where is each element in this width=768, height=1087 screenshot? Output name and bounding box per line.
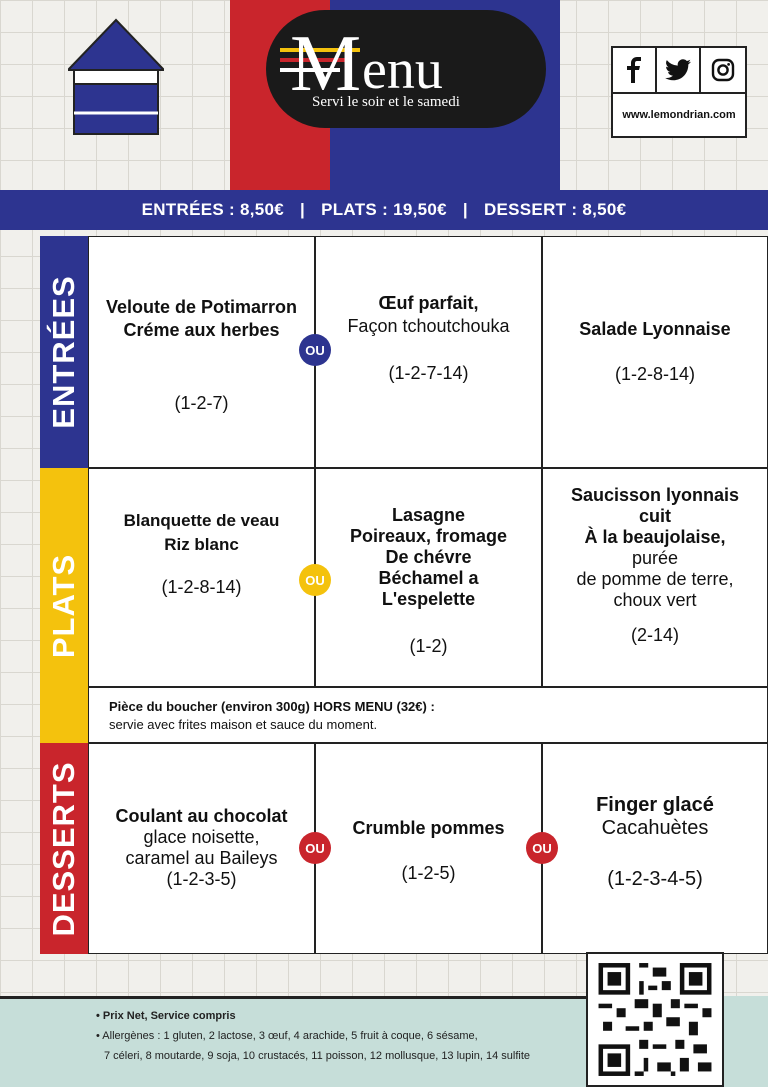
allergen-codes: (1-2-3-4-5): [607, 868, 703, 890]
dish-name: Finger glacé: [596, 794, 714, 816]
price-dessert: DESSERT : 8,50€: [483, 200, 627, 219]
hors-menu-title: Pièce du boucher (environ 300g) HORS MENU (32€) :: [109, 699, 435, 714]
dish-name: Salade Lyonnaise: [579, 319, 731, 339]
footer-notes: [96, 1006, 530, 1066]
section-title: PLATS: [46, 553, 81, 658]
logo-letter-m: M: [290, 20, 362, 108]
section-title: DESSERTS: [46, 760, 81, 937]
price-separator: |: [462, 200, 468, 219]
dish-desc: Façon tchoutchouka: [347, 316, 510, 336]
plat-item: [542, 468, 768, 687]
dish-desc: caramel au Baileys: [125, 848, 278, 868]
price-plats: PLATS : 19,50€: [321, 200, 447, 219]
dish-name: Veloute de Potimarron: [105, 297, 298, 317]
dish-name: De chévre: [385, 547, 472, 567]
section-label-entrees: [40, 236, 88, 468]
ou-badge-entrees: OU: [299, 334, 331, 366]
dish-name: Créme aux herbes: [123, 320, 280, 340]
twitter-icon[interactable]: [657, 48, 701, 92]
qr-code[interactable]: [586, 952, 724, 1087]
website-url[interactable]: www.lemondrian.com: [622, 109, 736, 121]
hors-menu-desc: servie avec frites maison et sauce du moment.: [109, 717, 378, 732]
price-bar: [0, 190, 768, 230]
logo-word-enu: enu: [362, 39, 443, 101]
allergen-legend: • Allergènes : 1 gluten, 2 lactose, 3 œuf, 4 arachide, 5 fruit à coque, 6 sésame,: [96, 1030, 478, 1042]
dish-name: Coulant au chocolat: [115, 806, 288, 826]
dish-name: Lasagne: [391, 505, 466, 525]
dish-name: cuit: [638, 506, 671, 526]
plat-item: [88, 468, 315, 687]
entree-item: [542, 236, 768, 468]
house-icon: [68, 18, 164, 138]
dessert-item: [88, 743, 315, 954]
dish-name: Béchamel a: [378, 568, 479, 588]
allergen-codes: (1-2-7): [174, 393, 229, 413]
price-separator: |: [300, 200, 306, 219]
dish-name: Saucisson lyonnais: [570, 485, 740, 505]
allergen-codes: (1-2): [409, 636, 448, 656]
allergen-codes: (1-2-8-14): [161, 577, 242, 597]
entree-item: [88, 236, 315, 468]
dish-name: Blanquette de veau: [123, 511, 280, 530]
entree-item: [315, 236, 542, 468]
menu-grid: [40, 236, 768, 954]
dish-name: Crumble pommes: [352, 818, 505, 838]
allergen-codes: (1-2-8-14): [614, 364, 696, 384]
qr-code-icon: [588, 954, 722, 1085]
price-entrees: ENTRÉES : 8,50€: [141, 200, 285, 219]
price-note: • Prix Net, Service compris: [96, 1010, 236, 1022]
allergen-codes: (1-2-3-5): [166, 869, 237, 889]
dish-desc: Cacahuètes: [601, 817, 709, 839]
menu-subtitle: Servi le soir et le samedi: [312, 94, 460, 110]
dish-name: Poireaux, fromage: [349, 526, 508, 546]
dish-name: L'espelette: [381, 589, 476, 609]
ou-badge-desserts: OU: [526, 832, 558, 864]
dish-desc: choux vert: [613, 590, 697, 610]
allergen-codes: (1-2-5): [401, 863, 456, 883]
social-box: [611, 46, 747, 138]
dish-desc: glace noisette,: [143, 827, 260, 847]
dessert-item: [315, 743, 542, 954]
allergen-legend: 7 céleri, 8 moutarde, 9 soja, 10 crustacés, 11 poisson, 12 mollusque, 13 lupin, 14 sulfite: [104, 1050, 530, 1062]
ou-badge-desserts: OU: [299, 832, 331, 864]
dish-name: Œuf parfait,: [378, 293, 479, 313]
dish-desc: purée: [631, 548, 679, 568]
allergen-codes: (2-14): [630, 625, 679, 645]
section-label-plats: [40, 468, 88, 743]
dish-name: À la beaujolaise,: [584, 527, 726, 547]
dish-name: Riz blanc: [164, 535, 239, 554]
section-title: ENTRÉES: [46, 275, 81, 429]
section-label-desserts: [40, 743, 88, 954]
instagram-icon[interactable]: [701, 48, 745, 92]
plat-item: [315, 468, 542, 687]
allergen-codes: (1-2-7-14): [388, 363, 469, 383]
menu-header: [0, 0, 768, 190]
footer-divider: [0, 996, 588, 999]
hors-menu-notice: [88, 687, 768, 743]
dessert-item: [542, 743, 768, 954]
ou-badge-plats: OU: [299, 564, 331, 596]
facebook-icon[interactable]: [613, 48, 657, 92]
dish-desc: de pomme de terre,: [576, 569, 734, 589]
